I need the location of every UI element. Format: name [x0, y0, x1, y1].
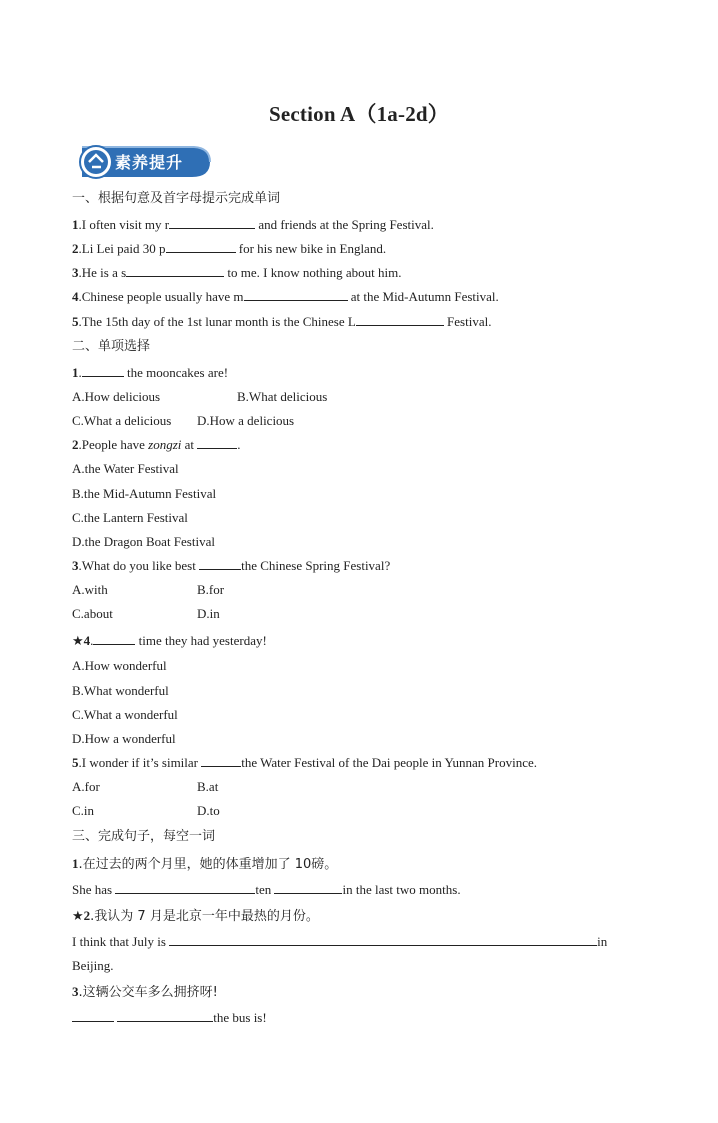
- answer-blank[interactable]: [72, 1009, 114, 1022]
- star-icon: ★: [72, 633, 84, 648]
- answer-blank[interactable]: [169, 216, 255, 229]
- q1-option-d[interactable]: D.How a delicious: [197, 413, 295, 428]
- answer-blank[interactable]: [169, 933, 597, 946]
- q3-stem: 3.What do you like best the Chinese Spring Festival?: [72, 558, 391, 573]
- badge-label: 素养提升: [115, 153, 184, 172]
- part2-heading: 二、单项选择: [72, 339, 151, 354]
- q3-option-b[interactable]: B.for: [197, 582, 225, 597]
- q4-stem: ★4. time they had yesterday!: [72, 633, 267, 648]
- q5-option-d[interactable]: D.to: [197, 803, 220, 818]
- answer-blank[interactable]: [201, 754, 241, 767]
- part1-item-1: 1.I often visit my r and friends at the Spring Festival.: [72, 217, 434, 232]
- s2-sentence-cont: Beijing.: [72, 958, 114, 973]
- q5-stem: 5.I wonder if it’s similar the Water Festival of the Dai people in Yunnan Province.: [72, 755, 537, 770]
- part3-heading: 三、完成句子，每空一词: [72, 829, 216, 844]
- q4-option-c[interactable]: C.What a wonderful: [72, 707, 178, 722]
- page-title: Section A（1a-2d）: [269, 102, 449, 126]
- q4-option-a[interactable]: A.How wonderful: [72, 658, 167, 673]
- q2-stem: 2.People have zongzi at .: [72, 437, 241, 452]
- q1-option-c[interactable]: C.What a delicious: [72, 413, 172, 428]
- s1-prompt: 1.在过去的两个月里，她的体重增加了 10磅。: [72, 856, 338, 872]
- answer-blank[interactable]: [244, 288, 348, 301]
- q2-option-a[interactable]: A.the Water Festival: [72, 461, 179, 476]
- q4-option-b[interactable]: B.What wonderful: [72, 683, 169, 698]
- q5-option-a[interactable]: A.for: [72, 779, 100, 794]
- answer-blank[interactable]: [93, 632, 135, 645]
- q2-option-c[interactable]: C.the Lantern Festival: [72, 510, 188, 525]
- q1-option-b[interactable]: B.What delicious: [237, 389, 328, 404]
- part1-item-4: 4.Chinese people usually have m at the Mid-Autumn Festival.: [72, 289, 499, 304]
- q5-option-c[interactable]: C.in: [72, 803, 95, 818]
- q3-option-d[interactable]: D.in: [197, 606, 220, 621]
- answer-blank[interactable]: [356, 313, 444, 326]
- q3-option-c[interactable]: C.about: [72, 606, 113, 621]
- answer-blank[interactable]: [166, 240, 236, 253]
- q2-option-d[interactable]: D.the Dragon Boat Festival: [72, 534, 215, 549]
- q5-option-b[interactable]: B.at: [197, 779, 219, 794]
- part1-item-2: 2.Li Lei paid 30 p for his new bike in England.: [72, 241, 387, 256]
- s3-sentence: the bus is!: [72, 1009, 267, 1027]
- q1-option-a[interactable]: A.How delicious: [72, 389, 161, 404]
- answer-blank[interactable]: [197, 436, 237, 449]
- star-icon: ★: [72, 908, 84, 923]
- answer-blank[interactable]: [199, 557, 241, 570]
- s2-sentence: I think that July is in: [72, 934, 608, 949]
- q2-option-b[interactable]: B.the Mid-Autumn Festival: [72, 486, 217, 501]
- answer-blank[interactable]: [82, 364, 124, 377]
- q4-option-d[interactable]: D.How a wonderful: [72, 731, 176, 746]
- q1-stem: 1. the mooncakes are!: [72, 365, 229, 380]
- answer-blank[interactable]: [126, 264, 224, 277]
- answer-blank[interactable]: [274, 881, 342, 894]
- s2-prompt: ★2.我认为 7 月是北京一年中最热的月份。: [72, 908, 319, 924]
- part1-item-5: 5.The 15th day of the 1st lunar month is the Chinese L Festival.: [72, 314, 492, 329]
- part1-item-3: 3.He is a s to me. I know nothing about him.: [72, 265, 402, 280]
- q3-option-a[interactable]: A.with: [72, 582, 108, 597]
- s3-prompt: 3.这辆公交车多么拥挤呀!: [72, 984, 218, 1000]
- part1-heading: 一、根据句意及首字母提示完成单词: [72, 191, 281, 206]
- s1-sentence: She has ten in the last two months.: [72, 882, 461, 897]
- answer-blank[interactable]: [115, 881, 255, 894]
- answer-blank[interactable]: [117, 1009, 213, 1022]
